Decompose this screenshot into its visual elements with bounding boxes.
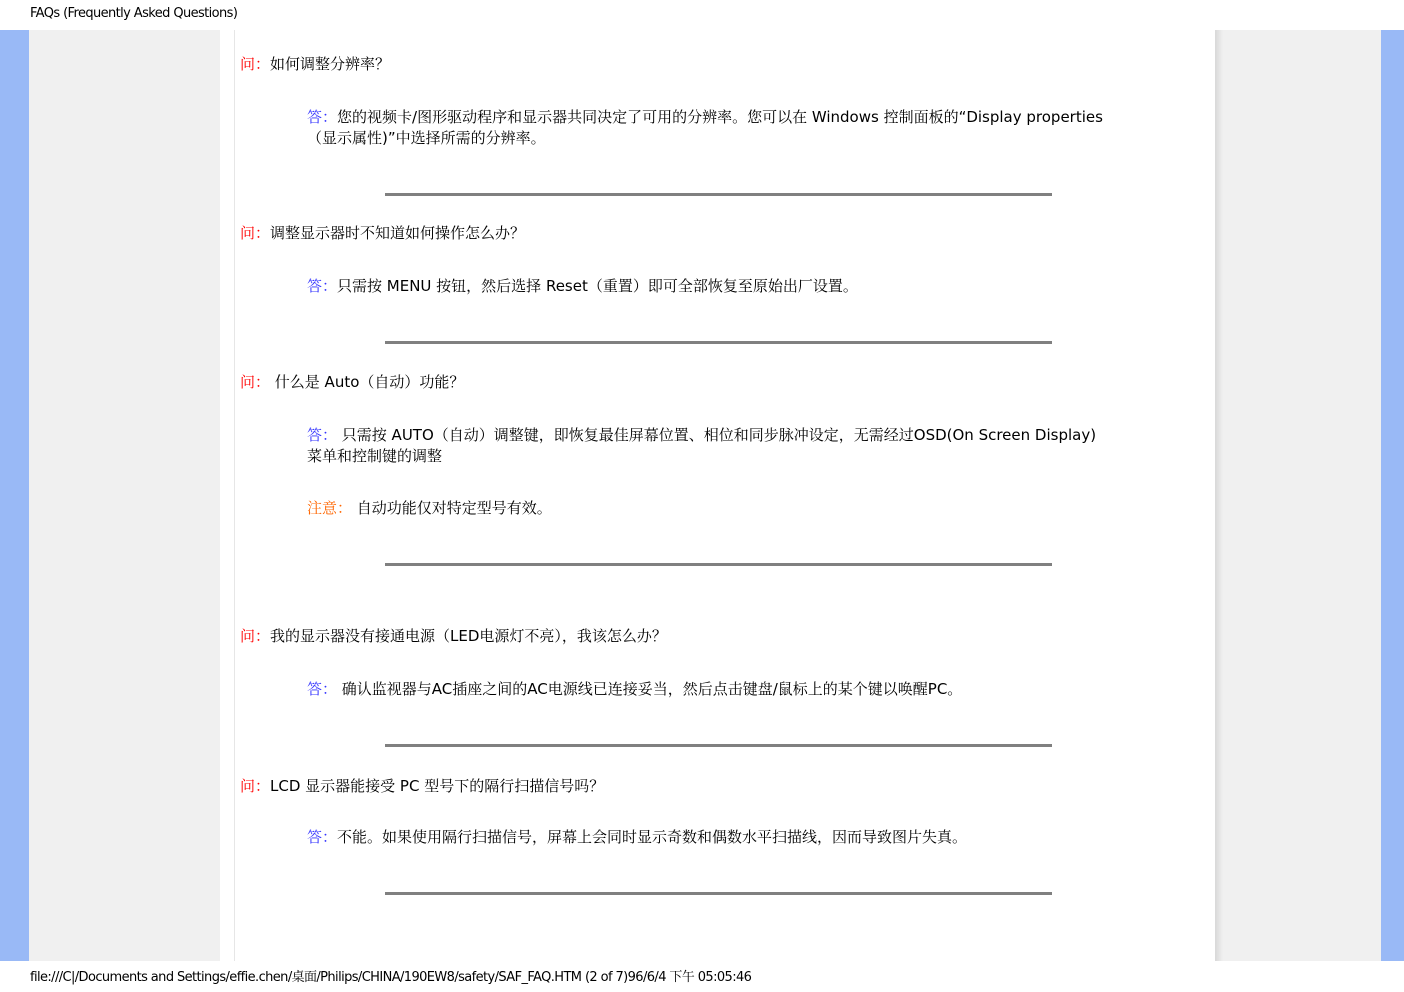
answer-text: 确认监视器与AC插座之间的AC电源线已连接妥当，然后点击键盘/鼠标上的某个键以唤醒PC。 [337,680,963,698]
faq-question [240,223,525,244]
answer-label: 答： [307,108,338,126]
content-left-rule [234,30,235,961]
page-header-title: FAQs (Frequently Asked Questions) [30,6,238,21]
faq-note [307,498,1107,519]
left-blue-border [0,30,29,961]
separator-line [385,341,1052,344]
answer-label: 答： [307,426,338,444]
content-panel [220,30,1215,961]
answer-label: 答： [307,680,338,698]
answer-label: 答： [307,828,338,846]
page-footer-path: file:///C|/Documents and Settings/effie.chen/桌面/Philips/CHINA/190EW8/safety/SAF_FAQ.HTM (2 of 7)96/6/4 下午 05:05:46 [30,970,752,985]
answer-text: 只需按 AUTO（自动）调整键，即恢复最佳屏幕位置、相位和同步脉冲设定，无需经过OSD(On Screen Display) 菜单和控制键的调整 [307,426,1097,465]
question-label: 问： [240,373,271,391]
faq-answer [307,276,1107,297]
answer-label: 答： [307,277,338,295]
faq-question [240,54,390,75]
answer-text: 您的视频卡/图形驱动程序和显示器共同决定了可用的分辨率。您可以在 Windows 控制面板的“Display properties（显示属性)”中选择所需的分辨率。 [307,108,1103,147]
faq-answer [307,679,1107,700]
answer-text: 不能。如果使用隔行扫描信号，屏幕上会同时显示奇数和偶数水平扫描线，因而导致图片失真。 [337,828,968,846]
faq-answer [307,107,1107,149]
answer-text: 只需按 MENU 按钮，然后选择 Reset（重置）即可全部恢复至原始出厂设置。 [337,277,858,295]
question-label: 问： [240,224,271,242]
question-label: 问： [240,627,271,645]
faq-question [240,776,604,797]
right-blue-border [1381,30,1404,961]
faq-answer [307,827,1107,848]
right-panel-shadow [1215,30,1223,961]
left-gray-margin [29,30,220,961]
faq-answer [307,425,1107,467]
question-text: 什么是 Auto（自动）功能？ [270,373,465,391]
faq-question [240,372,464,393]
note-label: 注意： [307,499,353,517]
question-text: 如何调整分辨率？ [270,55,391,73]
faq-question [240,626,667,647]
right-gray-margin [1215,30,1381,961]
question-text: LCD 显示器能接受 PC 型号下的隔行扫描信号吗？ [270,777,605,795]
question-text: 我的显示器没有接通电源（LED电源灯不亮），我该怎么办？ [270,627,667,645]
separator-line [385,563,1052,566]
question-label: 问： [240,55,271,73]
separator-line [385,744,1052,747]
separator-line [385,892,1052,895]
question-text: 调整显示器时不知道如何操作怎么办？ [270,224,526,242]
question-label: 问： [240,777,271,795]
separator-line [385,193,1052,196]
note-text: 自动功能仅对特定型号有效。 [352,499,552,517]
